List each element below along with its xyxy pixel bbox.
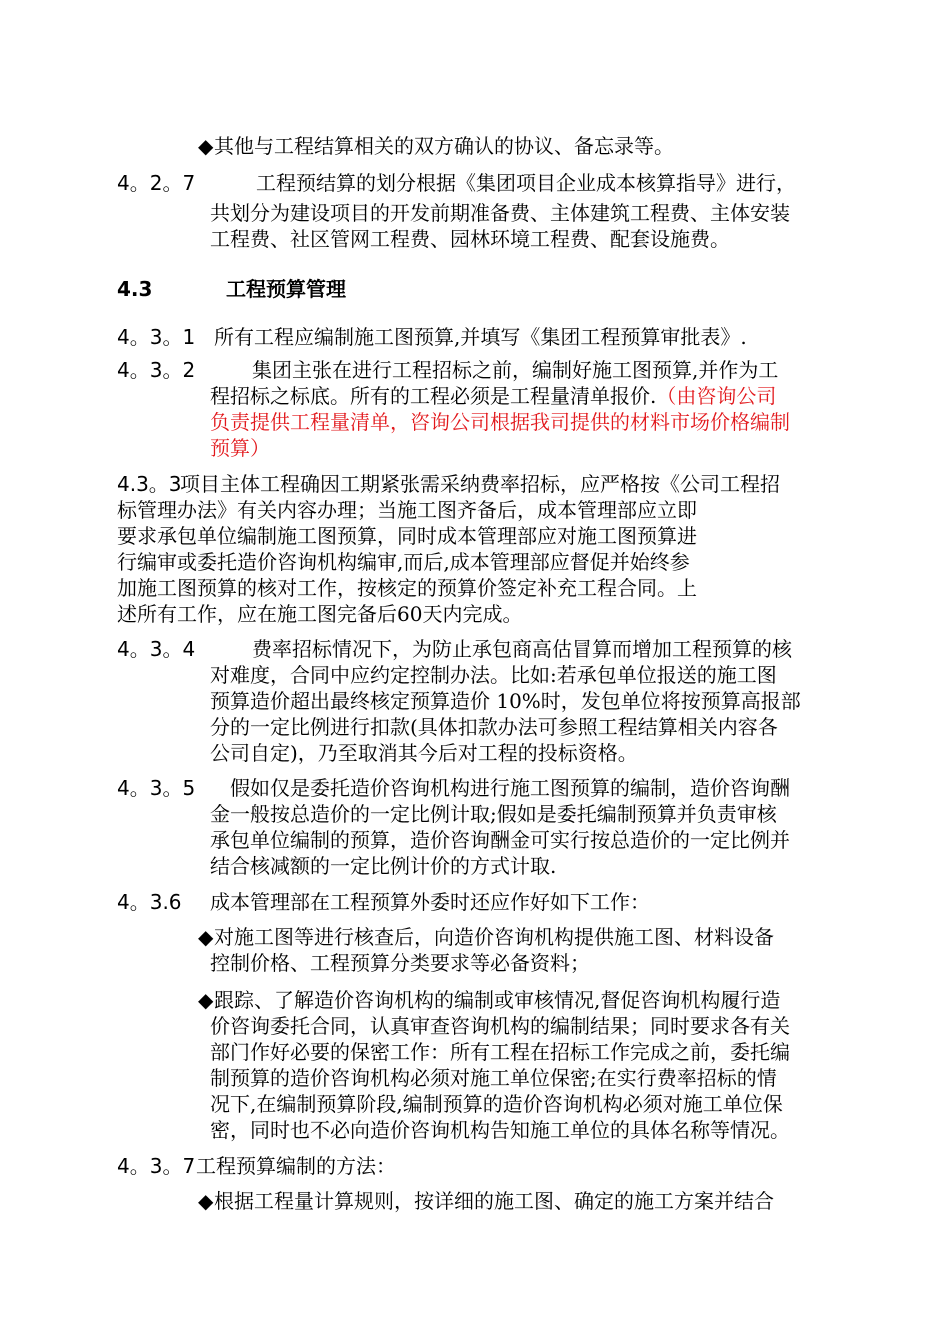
bullet-diamond-icon: ◆	[198, 134, 214, 158]
paragraph-line: 加施工图预算的核对工作，按核定的预算价签定补充工程合同。上	[117, 576, 697, 600]
paragraph-line: 工程预算编制的方法：	[196, 1154, 396, 1178]
paragraph-line: 公司自定)，乃至取消其今后对工程的投标资格。	[210, 741, 638, 765]
clause-number: 4。3。1	[117, 325, 196, 349]
red-note: （由咨询公司	[656, 384, 777, 408]
paragraph-line: 费率招标情况下，为防止承包商高估冒算而增加工程预算的核	[252, 637, 792, 661]
section-number: 4.3	[117, 277, 153, 301]
paragraph-line: 共划分为建设项目的开发前期准备费、主体建筑工程费、主体安装	[210, 201, 790, 225]
paragraph-line: 程招标之标底。所有的工程必须是工程量清单报价.（由咨询公司	[210, 384, 777, 408]
paragraph-line: 况下,在编制预算阶段,编制预算的造价咨询机构必须对施工单位保	[210, 1092, 783, 1116]
paragraph-line: 集团主张在进行工程招标之前，编制好施工图预算,并作为工	[252, 358, 779, 382]
paragraph-line: 标管理办法》有关内容办理；当施工图齐备后，成本管理部应立即	[117, 498, 697, 522]
bullet-diamond-icon: ◆	[198, 1189, 214, 1213]
paragraph-line: 分的一定比例进行扣款(具体扣款办法可参照工程结算相关内容各	[210, 715, 778, 739]
red-note-line: 负责提供工程量清单，咨询公司根据我司提供的材料市场价格编制	[210, 410, 790, 434]
paragraph-line: 工程预结算的划分根据《集团项目企业成本核算指导》进行，	[256, 171, 796, 195]
red-note-line: 预算）	[210, 436, 270, 460]
paragraph-line: 制预算的造价咨询机构必须对施工单位保密;在实行费率招标的情	[210, 1066, 777, 1090]
paragraph-line: 部门作好必要的保密工作：所有工程在招标工作完成之前，委托编	[210, 1040, 790, 1064]
paragraph-line: 行编审或委托造价咨询机构编审,而后,成本管理部应督促并始终参	[117, 550, 690, 574]
clause-number: 4.3。3	[117, 472, 182, 496]
paragraph-line: 成本管理部在工程预算外委时还应作好如下工作：	[210, 890, 650, 914]
paragraph-line: 密，同时也不必向造价咨询机构告知施工单位的具体名称等情况。	[210, 1118, 790, 1142]
paragraph-line: 承包单位编制的预算，造价咨询酬金可实行按总造价的一定比例并	[210, 828, 790, 852]
paragraph-line: 根据工程量计算规则，按详细的施工图、确定的施工方案并结合	[214, 1189, 774, 1213]
paragraph-line: 要求承包单位编制施工图预算，同时成本管理部应对施工图预算进	[117, 524, 697, 548]
bullet-diamond-icon: ◆	[198, 925, 214, 949]
clause-number: 4。3。5	[117, 776, 196, 800]
bullet-diamond-icon: ◆	[198, 988, 214, 1012]
paragraph-line: 对施工图等进行核查后，向造价咨询机构提供施工图、材料设备	[214, 925, 774, 949]
paragraph-line: 其他与工程结算相关的双方确认的协议、备忘录等。	[214, 134, 674, 158]
clause-number: 4。3。4	[117, 637, 196, 661]
paragraph-line: 对难度，合同中应约定控制办法。比如:若承包单位报送的施工图	[210, 663, 777, 687]
paragraph-line: 所有工程应编制施工图预算,并填写《集团工程预算审批表》.	[214, 325, 747, 349]
paragraph-line: 控制价格、工程预算分类要求等必备资料；	[210, 951, 590, 975]
clause-number: 4。2。7	[117, 171, 196, 195]
paragraph-line: 假如仅是委托造价咨询机构进行施工图预算的编制，造价咨询酬	[230, 776, 790, 800]
paragraph-line: 工程费、社区管网工程费、园林环境工程费、配套设施费。	[210, 227, 730, 251]
paragraph-line: 价咨询委托合同，认真审查咨询机构的编制结果；同时要求各有关	[210, 1014, 790, 1038]
paragraph-line: 金一般按总造价的一定比例计取;假如是委托编制预算并负责审核	[210, 802, 777, 826]
paragraph-line: 预算造价超出最终核定预算造价 10%时，发包单位将按预算高报部	[210, 689, 801, 713]
clause-number: 4。3。2	[117, 358, 196, 382]
section-title: 工程预算管理	[226, 277, 346, 301]
paragraph-line: 跟踪、了解造价咨询机构的编制或审核情况,督促咨询机构履行造	[214, 988, 781, 1012]
paragraph-line: 结合核减额的一定比例计价的方式计取.	[210, 854, 557, 878]
paragraph-line: 述所有工作，应在施工图完备后60天内完成。	[117, 602, 523, 626]
clause-number: 4。3。7	[117, 1154, 196, 1178]
clause-number: 4。3.6	[117, 890, 182, 914]
paragraph-line: 项目主体工程确因工期紧张需采纳费率招标，应严格按《公司工程招	[180, 472, 780, 496]
